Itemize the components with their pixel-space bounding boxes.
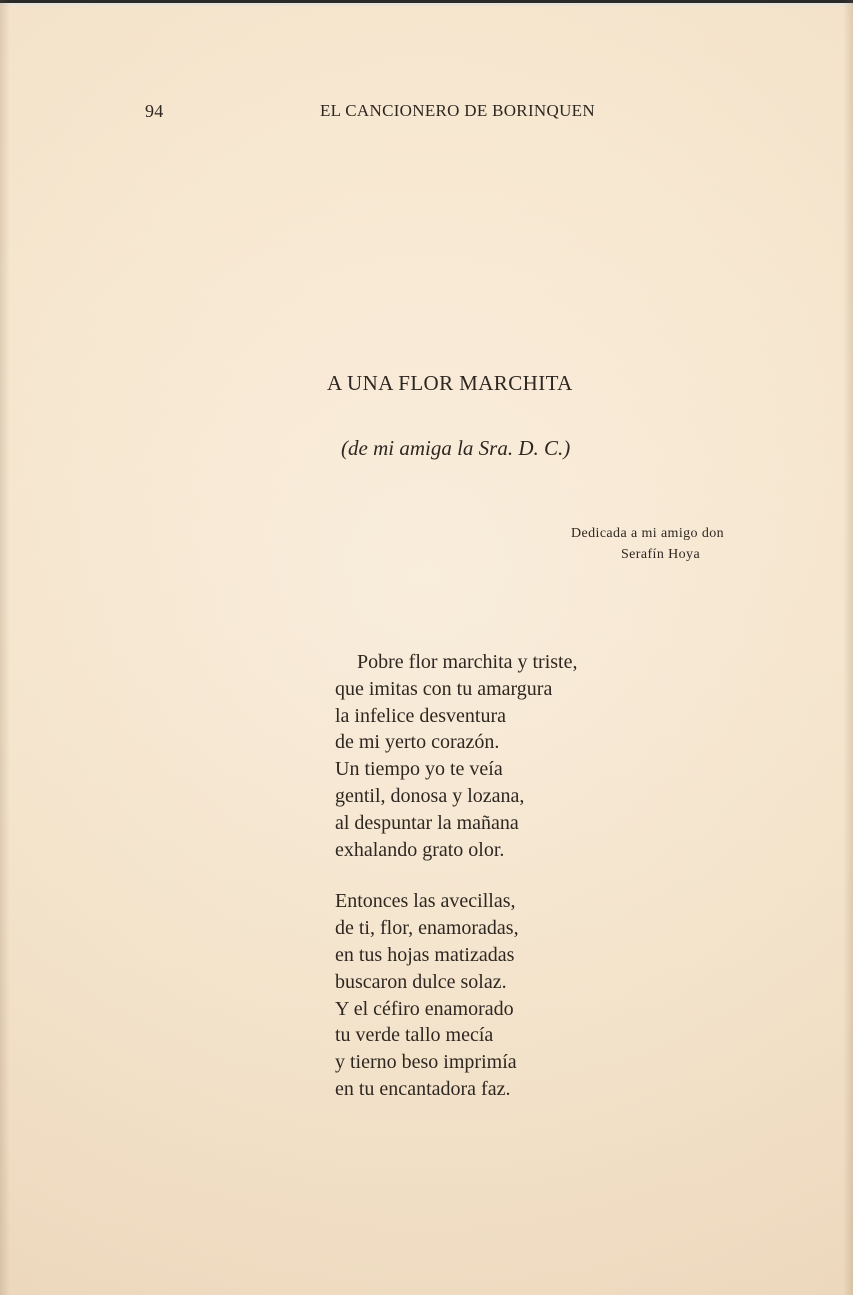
verse-line: que imitas con tu amargura [335, 677, 553, 700]
verse-line: Pobre flor marchita y triste, [357, 651, 578, 673]
verse-line: Un tiempo yo te veía [335, 758, 503, 781]
verse-line: exhalando grato olor. [335, 838, 505, 861]
stanza-2 [335, 888, 695, 1102]
verse-line: gentil, donosa y lozana, [335, 784, 525, 807]
verse-line: de ti, flor, enamoradas, [335, 917, 519, 940]
stanza-1 [335, 649, 695, 863]
page-left-shadow [0, 0, 10, 1295]
poem-subtitle: (de mi amiga la Sra. D. C.) [341, 436, 571, 460]
poem-title: A UNA FLOR MARCHITA [327, 371, 573, 395]
dedication-note [571, 523, 781, 565]
page-number: 94 [145, 101, 164, 121]
page-right-shadow [843, 0, 853, 1295]
verse-line: Entonces las avecillas, [335, 890, 516, 913]
verse-line: buscaron dulce solaz. [335, 970, 507, 993]
dedication-line: Serafín Hoya [621, 547, 701, 562]
verse-line: Y el céfiro enamorado [335, 997, 514, 1020]
verse-line: la infelice desventura [335, 704, 507, 727]
verse-line: tu verde tallo mecía [335, 1024, 494, 1047]
dedication-line: Dedicada a mi amigo don [571, 526, 725, 541]
verse-line: y tierno beso imprimía [335, 1051, 517, 1074]
verse-line: en tu encantadora faz. [335, 1077, 511, 1100]
verse-line: en tus hojas matizadas [335, 943, 515, 966]
running-title: EL CANCIONERO DE BORINQUEN [320, 101, 595, 120]
verse-line: al despuntar la mañana [335, 811, 519, 834]
page-top-edge [0, 0, 853, 8]
verse-line: de mi yerto corazón. [335, 731, 500, 754]
poem-body [335, 649, 695, 1128]
